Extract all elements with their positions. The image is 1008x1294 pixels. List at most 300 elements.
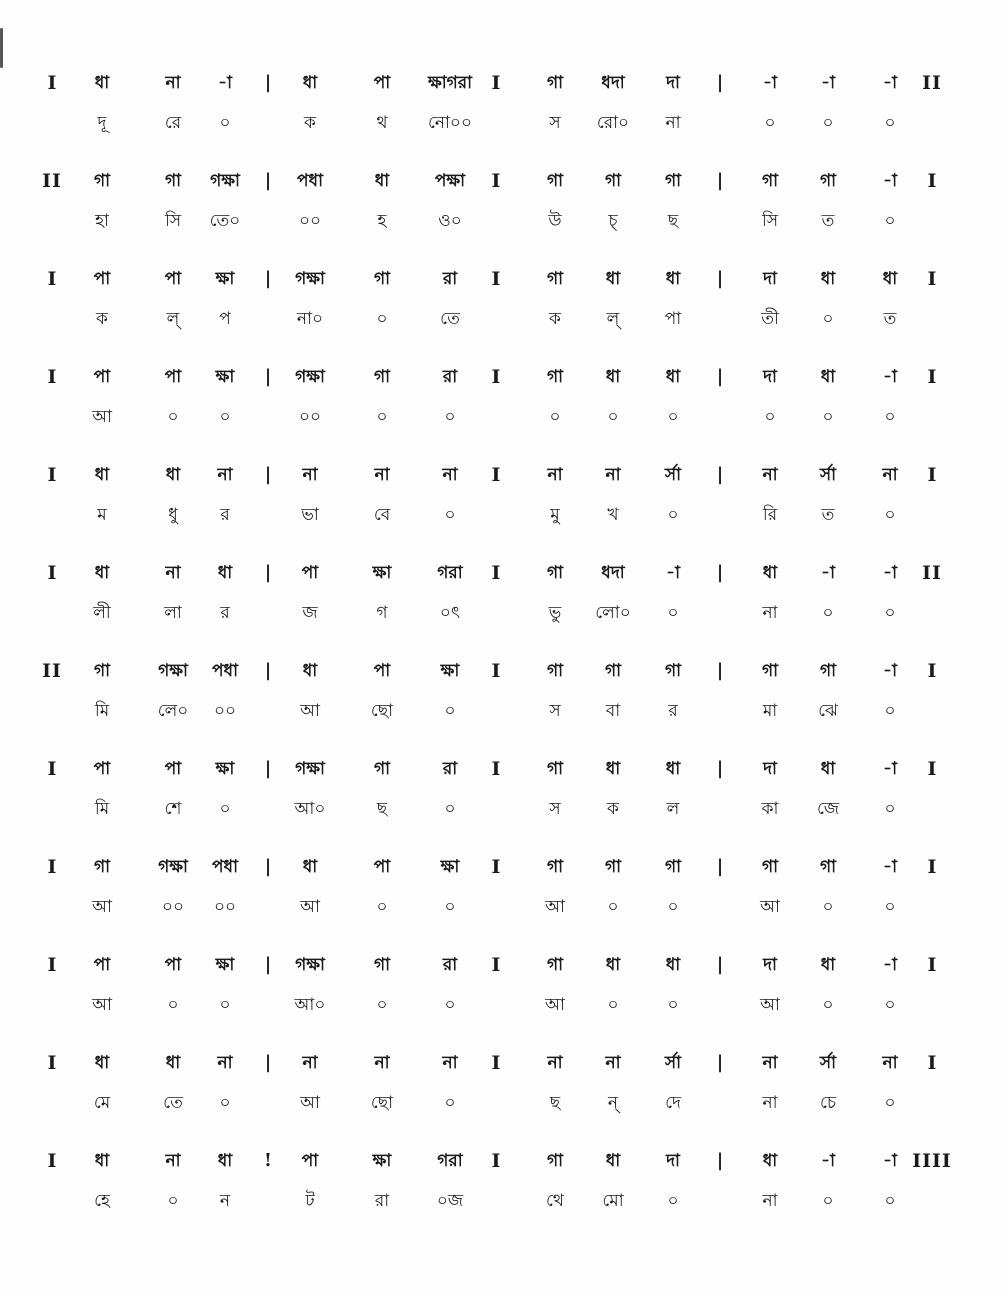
swara-note: গা <box>546 171 564 191</box>
swara-note: গক্ষা <box>295 269 325 289</box>
bar-line: ! <box>264 1150 272 1171</box>
swara-note: না <box>165 563 181 583</box>
swara-note: গা <box>604 661 622 681</box>
swara-note: না <box>217 465 233 485</box>
page-edge-mark <box>0 28 3 68</box>
lyric-syllable: ভা <box>301 505 319 525</box>
swara-note: পা <box>301 1151 319 1171</box>
swara-note: গা <box>546 269 564 289</box>
swara-note: ধা <box>302 661 318 681</box>
swara-note: ধা <box>820 759 836 779</box>
swara-note: না <box>374 1053 390 1073</box>
swara-note: গরা <box>437 1151 463 1171</box>
notation-line <box>40 360 960 440</box>
bar-line: | <box>264 464 272 485</box>
lyric-syllable: ০ <box>444 995 456 1015</box>
lyric-syllable: ০০ <box>298 211 322 231</box>
lyric-syllable: ছ <box>667 211 679 231</box>
swara-note: না <box>442 465 458 485</box>
lyric-syllable: মো <box>602 1191 624 1211</box>
lyric-syllable: দূ <box>97 113 107 133</box>
lyric-syllable: ০ <box>607 897 619 917</box>
swara-note: ধা <box>820 367 836 387</box>
bar-line: | <box>716 72 724 93</box>
swara-note: -া <box>883 759 897 779</box>
swara-note: না <box>547 465 563 485</box>
swara-note: ক্ষা <box>215 955 235 975</box>
lyric-syllable: মু <box>550 505 560 525</box>
lyric-syllable: ০ <box>884 505 896 525</box>
lyric-syllable: ০ <box>884 1191 896 1211</box>
lyric-syllable: ০০ <box>213 701 237 721</box>
lyric-syllable: তে০ <box>209 211 241 231</box>
bar-line: | <box>716 954 724 975</box>
lyric-syllable: ০ <box>884 897 896 917</box>
lyric-syllable: মে <box>93 1093 111 1113</box>
bar-line: | <box>716 464 724 485</box>
swara-note: ক্ষা <box>372 563 392 583</box>
bar-line: | <box>264 954 272 975</box>
lyric-syllable: ন্ <box>607 1093 619 1113</box>
swara-note: গা <box>164 171 182 191</box>
notation-line <box>40 1144 960 1224</box>
section-marker: I <box>47 758 57 780</box>
swara-note: না <box>165 1151 181 1171</box>
lyric-syllable: ০ <box>667 603 679 623</box>
swara-note: ধা <box>665 955 681 975</box>
section-marker: I <box>491 758 501 780</box>
lyric-syllable: হে <box>94 1191 110 1211</box>
section-marker: I <box>47 562 57 584</box>
swara-note: গক্ষা <box>158 857 188 877</box>
swara-note: পা <box>93 955 111 975</box>
swara-note: ক্ষা <box>215 367 235 387</box>
swara-note: গা <box>819 857 837 877</box>
swara-note: গা <box>373 955 391 975</box>
lyric-syllable: ল্ <box>606 309 620 329</box>
swara-note: পা <box>164 759 182 779</box>
lyric-syllable: ০ <box>444 1093 456 1113</box>
lyric-syllable: উ <box>548 211 562 231</box>
bar-line: | <box>716 562 724 583</box>
swara-note: গা <box>546 759 564 779</box>
lyric-syllable: ০ <box>667 1191 679 1211</box>
bar-line: | <box>264 660 272 681</box>
lyric-syllable: ন <box>219 1191 231 1211</box>
swara-note: ধা <box>820 955 836 975</box>
lyric-syllable: ০ <box>884 701 896 721</box>
swara-note: -া <box>666 563 680 583</box>
section-marker: I <box>47 856 57 878</box>
swara-note: দা <box>763 759 777 779</box>
lyric-syllable: ছ <box>549 1093 561 1113</box>
lyric-syllable: স <box>549 799 561 819</box>
bar-line: | <box>264 562 272 583</box>
lyric-syllable: থ <box>376 113 388 133</box>
lyric-syllable: ত <box>883 309 897 329</box>
swara-note: পা <box>164 367 182 387</box>
lyric-syllable: না <box>762 603 778 623</box>
section-marker: I <box>491 170 501 192</box>
swara-note: ধা <box>94 563 110 583</box>
lyric-syllable: ০ <box>167 995 179 1015</box>
swara-note: দা <box>763 269 777 289</box>
lyric-syllable: আ <box>300 897 320 917</box>
notation-line <box>40 164 960 244</box>
section-marker: I <box>47 954 57 976</box>
bar-line: | <box>264 268 272 289</box>
lyric-syllable: জ <box>302 603 318 623</box>
swara-note: গা <box>546 661 564 681</box>
lyric-syllable: প <box>219 309 231 329</box>
lyric-syllable: ক <box>549 309 561 329</box>
lyric-syllable: তে <box>163 1093 183 1113</box>
lyric-syllable: আ <box>300 701 320 721</box>
swara-note: ধা <box>605 955 621 975</box>
section-marker: I <box>927 856 937 878</box>
swara-note: পা <box>164 269 182 289</box>
lyric-syllable: ০ <box>167 407 179 427</box>
lyric-syllable: ০ <box>607 407 619 427</box>
swara-note: না <box>374 465 390 485</box>
lyric-syllable: ০ <box>884 995 896 1015</box>
lyric-syllable: আ <box>92 995 112 1015</box>
swara-note: ধা <box>217 563 233 583</box>
section-marker: I <box>927 170 937 192</box>
swara-note: -া <box>883 367 897 387</box>
section-marker: I <box>927 1052 937 1074</box>
lyric-syllable: ০ <box>444 701 456 721</box>
swara-note: গা <box>93 661 111 681</box>
lyric-syllable: ০ <box>822 113 834 133</box>
swara-note: গা <box>761 857 779 877</box>
swara-note: গক্ষা <box>295 367 325 387</box>
swara-note: ধা <box>882 269 898 289</box>
swara-note: রা <box>442 367 458 387</box>
swara-note: গক্ষা <box>295 955 325 975</box>
notation-line <box>40 262 960 342</box>
swara-note: গক্ষা <box>158 661 188 681</box>
lyric-syllable: তী <box>761 309 779 329</box>
swara-note: পধা <box>212 661 238 681</box>
lyric-syllable: হা <box>95 211 109 231</box>
swara-note: গা <box>373 759 391 779</box>
lyric-syllable: স <box>549 701 561 721</box>
lyric-syllable: চ্ <box>608 211 618 231</box>
lyric-syllable: ক <box>607 799 619 819</box>
swara-note: ধা <box>820 269 836 289</box>
swara-note: র্সা <box>664 465 682 485</box>
swara-note: -া <box>883 171 897 191</box>
lyric-syllable: ম <box>97 505 107 525</box>
swara-note: র্সা <box>819 465 837 485</box>
lyric-syllable: বা <box>605 701 621 721</box>
bar-line: | <box>264 758 272 779</box>
swara-note: গা <box>546 1151 564 1171</box>
lyric-syllable: নো০০ <box>427 113 473 133</box>
bar-line: | <box>716 268 724 289</box>
lyric-syllable: ০ <box>219 113 231 133</box>
lyric-syllable: ঝে <box>818 701 838 721</box>
lyric-syllable: লো০ <box>595 603 631 623</box>
swara-note: ধা <box>94 1053 110 1073</box>
swara-note: গা <box>373 367 391 387</box>
swara-note: ধা <box>605 269 621 289</box>
swara-note: পা <box>93 367 111 387</box>
lyric-syllable: ০ <box>376 407 388 427</box>
bar-line: | <box>716 758 724 779</box>
bar-line: | <box>716 856 724 877</box>
lyric-syllable: মা <box>762 701 778 721</box>
lyric-syllable: থে <box>546 1191 564 1211</box>
bar-line: | <box>716 1150 724 1171</box>
lyric-syllable: লে০ <box>157 701 189 721</box>
lyric-syllable: ০ <box>219 407 231 427</box>
bar-line: | <box>264 170 272 191</box>
notation-line <box>40 1046 960 1126</box>
lyric-syllable: ছো <box>370 1093 394 1113</box>
swara-note: গা <box>373 269 391 289</box>
swara-note: দা <box>666 1151 680 1171</box>
lyric-syllable: না <box>665 113 681 133</box>
swara-note: ক্ষা <box>215 759 235 779</box>
lyric-syllable: ক <box>96 309 108 329</box>
notation-line <box>40 556 960 636</box>
swara-note: দা <box>763 955 777 975</box>
swara-note: না <box>605 465 621 485</box>
swara-note: -া <box>763 73 777 93</box>
lyric-syllable: আ <box>92 897 112 917</box>
swara-note: দা <box>763 367 777 387</box>
swara-note: ধা <box>165 1053 181 1073</box>
swara-note: না <box>762 1053 778 1073</box>
lyric-syllable: ট <box>305 1191 315 1211</box>
swara-note: র্সা <box>664 1053 682 1073</box>
swara-note: ধা <box>94 465 110 485</box>
lyric-syllable: ০ <box>822 1191 834 1211</box>
lyric-syllable: গ <box>376 603 388 623</box>
lyric-syllable: চে <box>819 1093 837 1113</box>
lyric-syllable: ০ <box>219 995 231 1015</box>
lyric-syllable: সি <box>761 211 779 231</box>
swara-note: ধা <box>665 269 681 289</box>
swara-note: পা <box>373 73 391 93</box>
swara-note: গা <box>604 857 622 877</box>
notation-line <box>40 458 960 538</box>
lyric-syllable: ছো <box>370 701 394 721</box>
notation-line <box>40 850 960 930</box>
lyric-syllable: ও০ <box>438 211 462 231</box>
swara-note: গক্ষা <box>210 171 240 191</box>
lyric-syllable: আ০ <box>294 995 326 1015</box>
section-marker: I <box>927 268 937 290</box>
lyric-syllable: ০ <box>444 897 456 917</box>
swara-note: -া <box>883 73 897 93</box>
lyric-syllable: দে <box>665 1093 681 1113</box>
section-marker: I <box>927 366 937 388</box>
lyric-syllable: লা <box>164 603 182 623</box>
lyric-syllable: ০জ <box>436 1191 464 1211</box>
lyric-syllable: স <box>549 113 561 133</box>
swara-note: গা <box>546 955 564 975</box>
section-marker: I <box>491 268 501 290</box>
lyric-syllable: ০ <box>764 407 776 427</box>
swara-note: না <box>302 465 318 485</box>
lyric-syllable: ০ <box>444 799 456 819</box>
swara-note: ধা <box>94 1151 110 1171</box>
lyric-syllable: ০০ <box>298 407 322 427</box>
swara-note: ধা <box>605 1151 621 1171</box>
swara-note: রা <box>442 955 458 975</box>
section-marker: IIII <box>912 1150 952 1172</box>
section-marker: I <box>491 1052 501 1074</box>
lyric-syllable: আ <box>760 897 780 917</box>
lyric-syllable: ০ৎ <box>439 603 461 623</box>
lyric-syllable: পা <box>664 309 682 329</box>
lyric-syllable: রি <box>762 505 778 525</box>
lyric-syllable: না০ <box>296 309 324 329</box>
lyric-syllable: ক <box>304 113 316 133</box>
section-marker: I <box>47 1052 57 1074</box>
swara-note: গা <box>93 171 111 191</box>
lyric-syllable: আ <box>545 897 565 917</box>
lyric-syllable: ত <box>821 505 835 525</box>
section-marker: I <box>491 366 501 388</box>
swara-note: ধা <box>217 1151 233 1171</box>
section-marker: I <box>927 660 937 682</box>
swara-note: ধা <box>302 73 318 93</box>
lyric-syllable: ০ <box>822 407 834 427</box>
swara-note: ধা <box>762 563 778 583</box>
swara-note: গা <box>819 661 837 681</box>
swara-note: -া <box>883 857 897 877</box>
lyric-syllable: ০০ <box>213 897 237 917</box>
bar-line: | <box>264 366 272 387</box>
swara-note: না <box>882 1053 898 1073</box>
lyric-syllable: ০০ <box>161 897 185 917</box>
lyric-syllable: ০ <box>884 211 896 231</box>
lyric-syllable: হ <box>377 211 387 231</box>
lyric-syllable: ০ <box>822 603 834 623</box>
bar-line: | <box>716 660 724 681</box>
swara-note: না <box>547 1053 563 1073</box>
lyric-syllable: ০ <box>667 897 679 917</box>
swara-note: -া <box>883 661 897 681</box>
swara-note: -া <box>821 1151 835 1171</box>
swara-note: গা <box>546 367 564 387</box>
section-marker: I <box>927 954 937 976</box>
swara-note: গা <box>546 563 564 583</box>
lyric-syllable: ০ <box>764 113 776 133</box>
section-marker: I <box>47 464 57 486</box>
lyric-syllable: ০ <box>884 113 896 133</box>
bar-line: | <box>264 72 272 93</box>
section-marker: I <box>491 72 501 94</box>
lyric-syllable: ০ <box>822 309 834 329</box>
section-marker: II <box>922 72 942 94</box>
swara-note: পা <box>93 269 111 289</box>
swara-note: -া <box>821 73 835 93</box>
lyric-syllable: ল <box>666 799 680 819</box>
swara-note: ক্ষা <box>440 857 460 877</box>
lyric-syllable: ল্ <box>166 309 180 329</box>
swara-note: ধা <box>665 759 681 779</box>
bar-line: | <box>716 170 724 191</box>
section-marker: I <box>491 562 501 584</box>
bar-line: | <box>264 856 272 877</box>
swara-note: না <box>302 1053 318 1073</box>
lyric-syllable: ধু <box>168 505 178 525</box>
swara-note: গরা <box>437 563 463 583</box>
lyric-syllable: আ <box>760 995 780 1015</box>
bar-line: | <box>716 1052 724 1073</box>
swara-note: গা <box>604 171 622 191</box>
section-marker: I <box>491 464 501 486</box>
swara-note: -া <box>821 563 835 583</box>
lyric-syllable: সি <box>164 211 182 231</box>
swara-note: গা <box>819 171 837 191</box>
swara-note: ধদা <box>601 73 625 93</box>
swara-note: ধা <box>665 367 681 387</box>
lyric-syllable: রো০ <box>596 113 630 133</box>
bar-line: | <box>716 366 724 387</box>
lyric-syllable: ০ <box>376 309 388 329</box>
swara-note: ধদা <box>601 563 625 583</box>
lyric-syllable: ভু <box>548 603 562 623</box>
lyric-syllable: ০ <box>884 1093 896 1113</box>
swara-note: ধা <box>605 759 621 779</box>
swara-note: ধা <box>165 465 181 485</box>
section-marker: I <box>491 856 501 878</box>
lyric-syllable: রে <box>164 113 182 133</box>
swara-note: র্সা <box>819 1053 837 1073</box>
section-marker: I <box>927 464 937 486</box>
lyric-syllable: ০ <box>822 897 834 917</box>
swara-note: গক্ষা <box>295 759 325 779</box>
section-marker: I <box>927 758 937 780</box>
lyric-syllable: ০ <box>667 505 679 525</box>
swara-note: গা <box>664 171 682 191</box>
section-marker: I <box>491 954 501 976</box>
lyric-syllable: ০ <box>607 995 619 1015</box>
swara-note: পা <box>93 759 111 779</box>
lyric-syllable: মি <box>94 701 110 721</box>
lyric-syllable: শে <box>164 799 182 819</box>
lyric-syllable: ০ <box>549 407 561 427</box>
swara-note: গা <box>761 171 779 191</box>
swara-note: ধা <box>605 367 621 387</box>
swara-note: -া <box>883 563 897 583</box>
lyric-syllable: ০ <box>884 799 896 819</box>
swara-note: রা <box>442 269 458 289</box>
lyric-syllable: না <box>762 1093 778 1113</box>
lyric-syllable: মি <box>94 799 110 819</box>
notation-line <box>40 654 960 734</box>
swara-note: পা <box>373 661 391 681</box>
swara-note: পা <box>373 857 391 877</box>
swara-note: না <box>762 465 778 485</box>
swara-note: না <box>217 1053 233 1073</box>
section-marker: I <box>47 1150 57 1172</box>
lyric-syllable: আ <box>300 1093 320 1113</box>
lyric-syllable: ০ <box>822 995 834 1015</box>
lyric-syllable: না <box>762 1191 778 1211</box>
lyric-syllable: তে <box>440 309 460 329</box>
swara-note: গা <box>664 857 682 877</box>
lyric-syllable: ০ <box>376 995 388 1015</box>
lyric-syllable: ত <box>821 211 835 231</box>
lyric-syllable: রা <box>374 1191 390 1211</box>
